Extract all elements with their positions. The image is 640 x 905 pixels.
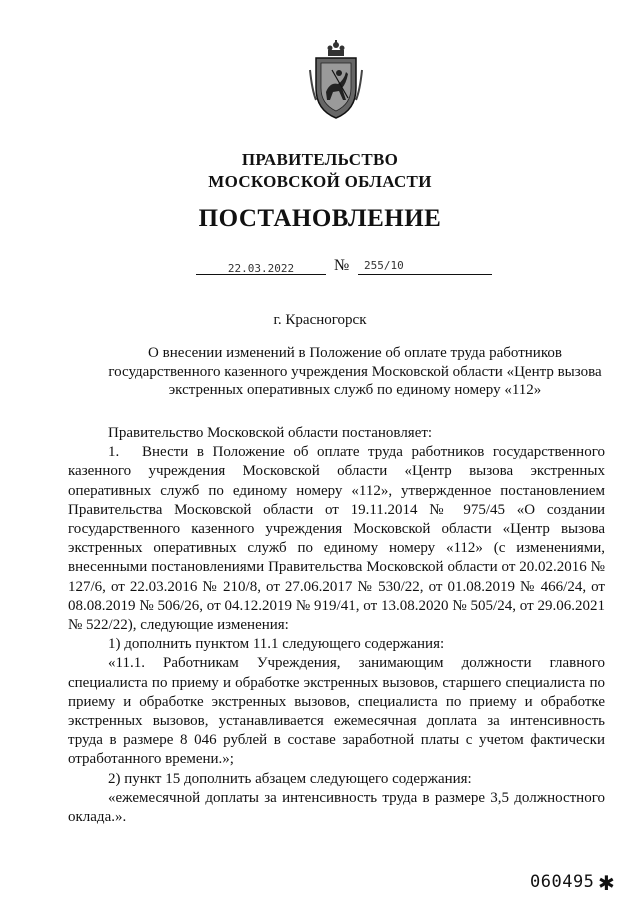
document-date: 22.03.2022: [227, 262, 295, 275]
item-1-paragraph: [68, 443, 605, 635]
asterisk-star-icon: ✱: [598, 871, 615, 895]
number-sign: №: [334, 257, 350, 274]
document-type-title: ПОСТАНОВЛЕНИЕ: [198, 205, 442, 232]
item-1-text: Внести в Положение об оплате труда работников государственного казенного учреждения Московской области «Центр вызова экстренных оперативных служб по единому номеру «112», утвержденное постановлением Правительства Московской области от 19.11.2014 № 975/45 «О создании государственного казенного учреждения Московской области «Центр вызова экстренных оперативных служб по единому номеру «112» (с изменениями, внесенными постановлениями Правительства Московской области от 20.02.2016 № 127/6, от 22.03.2016 № 210/8, от 27.06.2017 № 530/22, от 01.08.2019 № 466/24, от 08.08.2019 № 506/26, от 04.12.2019 № 919/41, от 13.08.2020 № 505/24, от 29.06.2021 № 522/22), следующие изменения:: [68, 444, 605, 634]
subitem-1-paragraph: 1) дополнить пунктом 11.1 следующего содержания:: [108, 636, 445, 653]
subitem-2-paragraph: 2) пункт 15 дополнить абзацем следующего содержания:: [108, 770, 472, 787]
coat-of-arms-icon: [308, 40, 364, 120]
quote-1-paragraph: «11.1. Работникам Учреждения, занимающим должности главного специалиста по приему и обработке экстренных вызовов, старшего специалиста по приему и обработке экстренных вызовов, специалиста по приему и обработке экстренных вызовов, устанавливается ежемесячная доплата за интенсивность труда в размере 8 046 рублей в составе заработной платы с учетом фактически отработанного времени.»;: [68, 655, 605, 768]
government-name-line1: ПРАВИТЕЛЬСТВО: [241, 150, 399, 169]
document-subject: О внесении изменений в Положение об оплате труда работников государственного казенного учреждения Московской области «Центр вызова экстренных оперативных служб по единому номеру «112»: [108, 345, 602, 398]
number-field: [358, 259, 492, 275]
item-1-number: 1.: [108, 444, 120, 461]
city-label: г. Красногорск: [273, 312, 367, 328]
quote-2-paragraph: «ежемесячной доплаты за интенсивность труда в размере 3,5 должностного оклада.».: [68, 789, 605, 826]
document-body: [68, 424, 605, 827]
intro-paragraph: Правительство Московской области постановляет:: [108, 425, 433, 441]
government-name-line2: МОСКОВСКОЙ ОБЛАСТИ: [208, 172, 432, 191]
date-field: [196, 259, 326, 275]
document-number: 255/10: [364, 259, 404, 272]
serial-number: 060495: [530, 872, 595, 892]
